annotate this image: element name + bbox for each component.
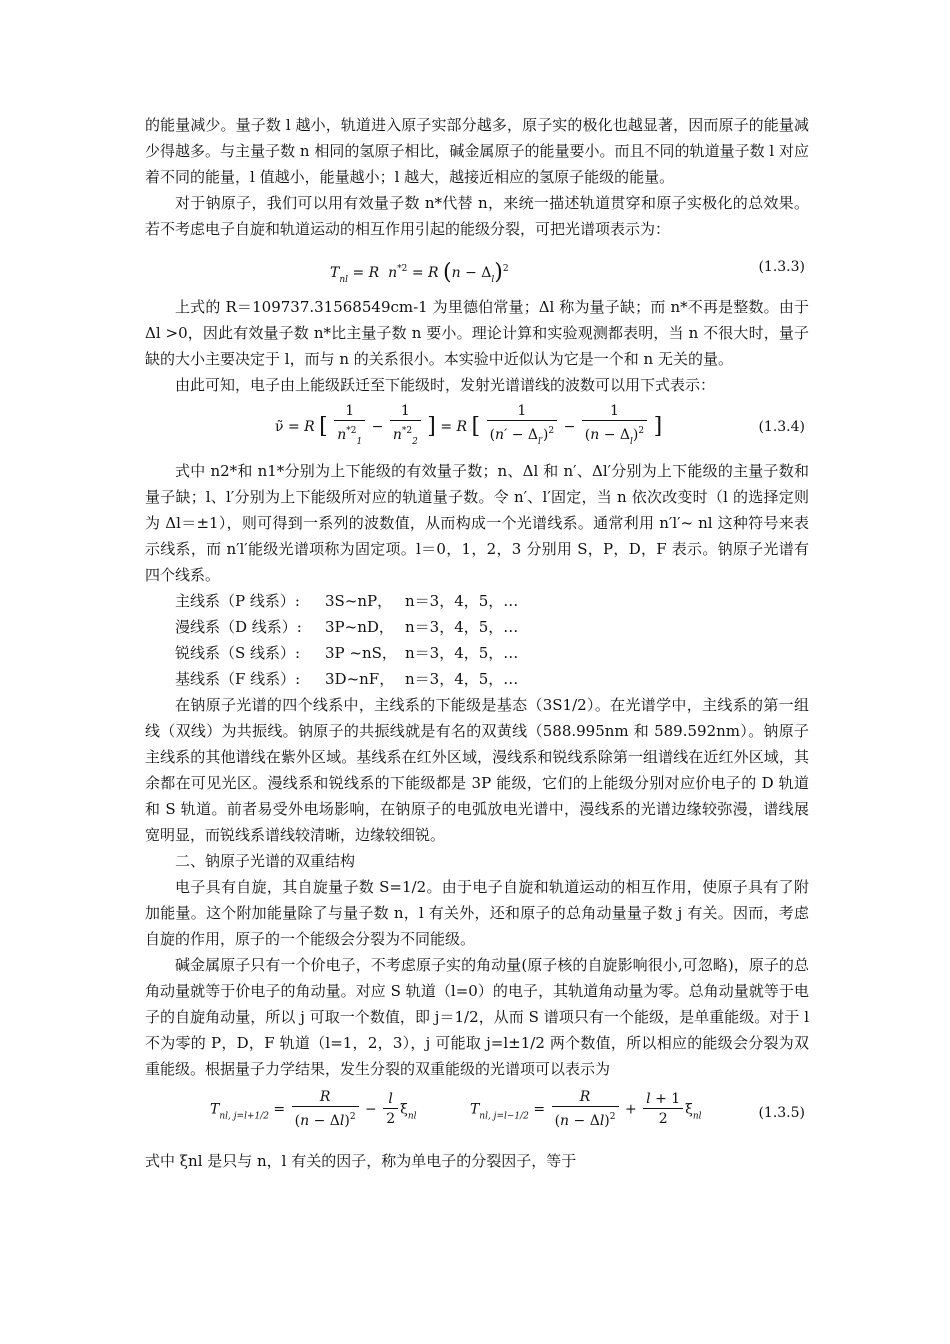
equation-number: (1.3.3) <box>758 259 805 275</box>
paragraph-3: 上式的 R＝109737.31568549cm-1 为里德伯常量；Δl 称为量子缺；而 n*不再是整数。由于 Δl >0，因此有效量子数 n*比主量子数 n 要小。理论计算和实验观测都表明，当 n 不很大时，量子缺的大小主要决定于 l，而与 n 的关系很小。本实验中近似认为它是一个和 n 无关的量。 <box>145 298 809 368</box>
document-page <box>145 112 809 1174</box>
series-list <box>145 588 809 692</box>
paragraph-8: 碱金属原子只有一个价电子，不考虑原子实的角动量(原子核的自旋影响很小,可忽略)，原子的总角动量就等于价电子的角动量。对应 S 轨道（l=0）的电子，其轨道角动量为零。总角动量就等于电子的自旋角动量，所以 j 可取一个数值，即 j＝1/2，从而 S 谱项只有一个能级，是单重能级。对于 l 不为零的 P，D，F 轨道（l=1，2，3），j 可能取 j=l±1/2 两个数值，所以相应的能级会分裂为双重能级。根据量子力学结果，发生分裂的双重能级的光谱项可以表示为 <box>145 956 809 1078</box>
paragraph-4: 由此可知，电子由上能级跃迁至下能级时，发射光谱谱线的波数可以用下式表示： <box>175 376 716 394</box>
equation-1-3-3: $T_{nl} = R$ $n^{*2} = R$ $(n - \Delta_l)^2$ (1.3.3) <box>145 242 809 294</box>
equation-1-3-4: ν̃ = R [ $\frac{1}{n^{*2}_1}$ − $\frac{1}{n^{*2}_2}$ ] = R [ $\frac{1}{(n' - \Delta_{l'})^2}$ − $\frac{1}{(n - \Delta_l)^2}$ ] (1.3.4) <box>275 403 805 447</box>
paragraph-7: 电子具有自旋，其自旋量子数 S=1/2。由于电子自旋和轨道运动的相互作用，使原子具有了附加能量。这个附加能量除了与量子数 n，l 有关外，还和原子的总角动量量子数 j 有关。因而，考虑自旋的作用，原子的一个能级会分裂为不同能级。 <box>145 878 809 948</box>
series-item: 漫线系（D 线系）: 3P~nD， n＝3，4，5，… <box>175 618 519 636</box>
paragraph-6: 在钠原子光谱的四个线系中，主线系的下能级是基态（3S1/2）。在光谱学中，主线系的第一组线（双线）为共振线。钠原子的共振线就是有名的双黄线（588.995nm 和 589.592nm）。钠原子主线系的其他谱线在紫外区域。基线系在红外区域，漫线系和锐线系除第一组谱线在近红外区域，其余都在可见光区。漫线系和锐线系的下能级都是 3P 能级，它们的上能级分别对应价电子的 D 轨道和 S 轨道。前者易受外电场影响，在钠原子的电弧放电光谱中，漫线系的光谱边缘较弥漫，谱线展宽明显，而锐线系谱线较清晰，边缘较细锐。 <box>145 696 809 844</box>
paragraph-1: 的能量减少。量子数 l 越小，轨道进入原子实部分越多，原子实的极化也越显著，因而原子的能量减少得越多。与主量子数 n 相同的氢原子相比，碱金属原子的能量要小。而且不同的轨道量子数 l 对应着不同的能量，l 值越小，能量越小；l 越大，越接近相应的氢原子能级的能量。 <box>145 116 809 186</box>
series-item: 基线系（F 线系）: 3D~nF， n＝3，4，5，… <box>175 670 519 688</box>
section-heading-2: 二、钠原子光谱的双重结构 <box>175 852 356 870</box>
paragraph-5: 式中 n2*和 n1*分别为上下能级的有效量子数；n、Δl 和 n′、Δl′分别为上下能级的主量子数和量子缺；l、l′分别为上下能级所对应的轨道量子数。令 n′、l′固定，当 n 依次改变时（l 的选择定则为 Δl＝±1），则可得到一系列的波数值，从而构成一个光谱线系。通常利用 n′l′~ nl 这种符号来表示线系，而 n′l′能级光谱项称为固定项。l＝0，1，2，3 分别用 S，P，D，F 表示。钠原子光谱有四个线系。 <box>145 462 809 584</box>
equation-number: (1.3.4) <box>758 419 805 435</box>
paragraph-2: 对于钠原子，我们可以用有效量子数 n*代替 n，来统一描述轨道贯穿和原子实极化的总效果。若不考虑电子自旋和轨道运动的相互作用引起的能级分裂，可把光谱项表示为： <box>145 194 809 238</box>
equation-1-3-5: $T_{nl, j=l+1/2}$ = $\frac{R}{(n - \Delta l)^2}$ − $\frac{l}{2}$ $\xi_{nl}$ $T_{nl, j=l-1/2}$ = $\frac{R}{(n - \Delta l)^2}$ + $\frac{l + 1}{2}$ $\xi_{nl}$ (1.3.5) <box>210 1089 805 1129</box>
equation-number: (1.3.5) <box>758 1105 805 1121</box>
paragraph-9: 式中 ξnl 是只与 n，l 有关的因子，称为单电子的分裂因子，等于 <box>145 1152 577 1170</box>
series-item: 锐线系（S 线系）: 3P ~nS， n＝3，4，5，… <box>175 644 519 662</box>
series-item: 主线系（P 线系）: 3S~nP， n＝3，4，5，… <box>175 592 519 610</box>
